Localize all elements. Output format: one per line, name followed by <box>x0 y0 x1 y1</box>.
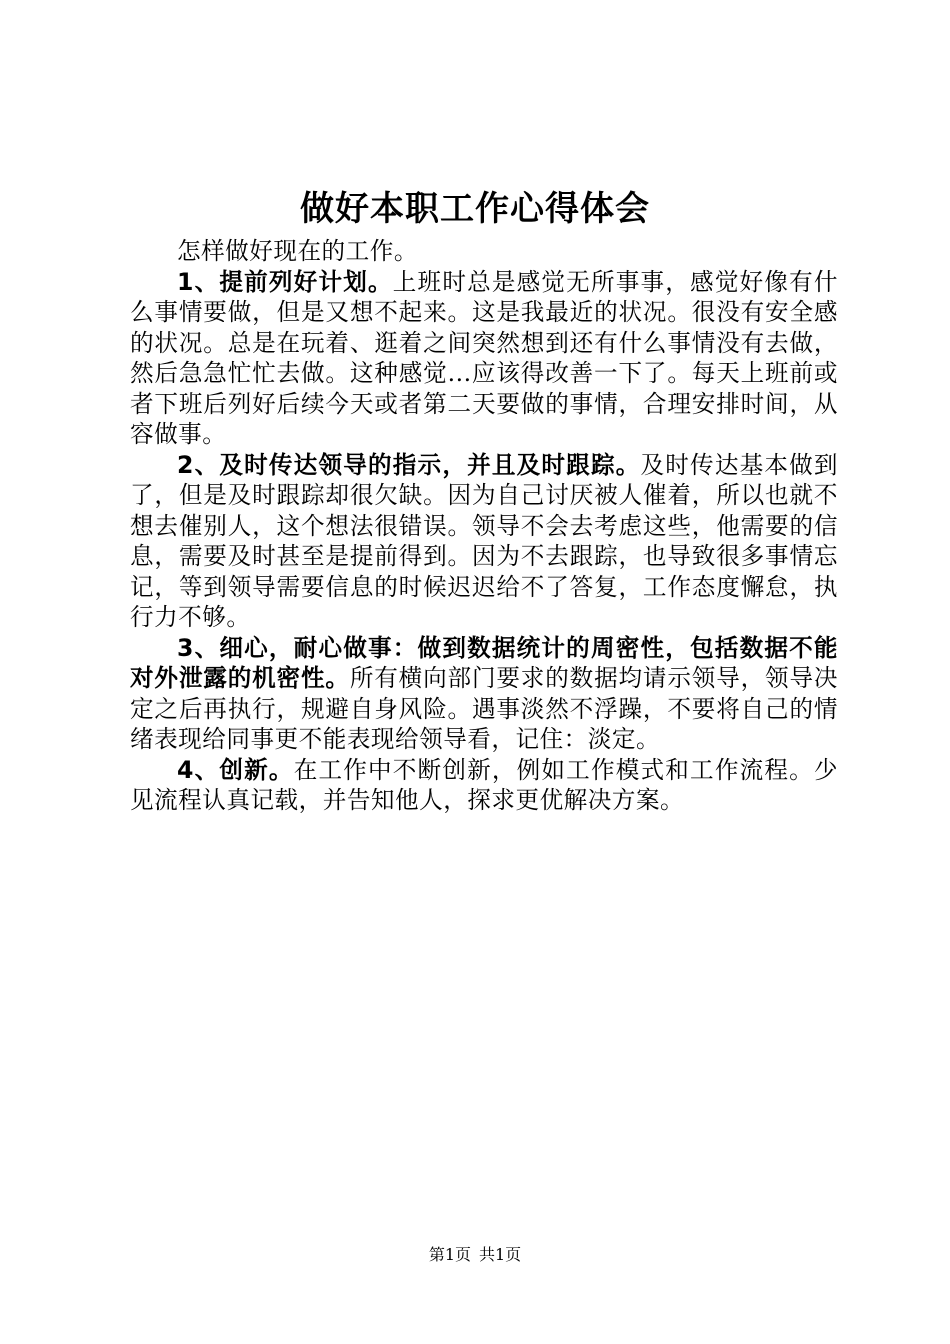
document-body <box>130 236 838 816</box>
paragraph-1-heading: 1、提前列好计划。 <box>177 267 393 296</box>
paragraph-4 <box>130 755 838 816</box>
paragraph-2-text: 及时传达基本做到了，但是及时跟踪却很欠缺。因为自己讨厌被人催着，所以也就不想去催别人，这个想法很错误。领导不会去考虑这些，他需要的信息，需要及时甚至是提前得到。因为不去跟踪，也导致很多事情忘记，等到领导需要信息的时候迟迟给不了答复，工作态度懈怠，执行力不够。 <box>130 450 838 631</box>
page-total: 共1页 <box>479 1245 522 1264</box>
paragraph-4-heading: 4、创新。 <box>177 755 294 784</box>
paragraph-1-text: 上班时总是感觉无所事事，感觉好像有什么事情要做，但是又想不起来。这是我最近的状况。很没有安全感的状况。总是在玩着、逛着之间突然想到还有什么事情没有去做，然后急急忙忙去做。这种感觉...应该得改善一下了。每天上班前或者下班后列好后续今天或者第二天要做的事情，合理安排时间，从容做事。 <box>130 267 839 448</box>
page-footer <box>0 1243 950 1267</box>
intro-paragraph: 怎样做好现在的工作。 <box>177 237 418 265</box>
paragraph-2 <box>130 450 838 633</box>
document-title: 做好本职工作心得体会 <box>300 189 650 229</box>
paragraph-3-heading: 3、细心，耐心做事：做到数据统计的周密性，包括数据不能对外泄露的机密性。 <box>130 633 838 692</box>
paragraph-1 <box>130 267 838 450</box>
paragraph-3-text: 所有横向部门要求的数据均请示领导，领导决定之后再执行，规避自身风险。遇事淡然不浮躁，不要将自己的情绪表现给同事更不能表现给领导看，记住：淡定。 <box>130 664 838 753</box>
paragraph-3 <box>130 633 838 755</box>
paragraph-4-text: 在工作中不断创新，例如工作模式和工作流程。少见流程认真记载，并告知他人，探求更优解决方案。 <box>130 755 838 814</box>
paragraph-2-heading: 2、及时传达领导的指示，并且及时跟踪。 <box>177 450 641 479</box>
page-number: 第1页 <box>428 1245 471 1264</box>
